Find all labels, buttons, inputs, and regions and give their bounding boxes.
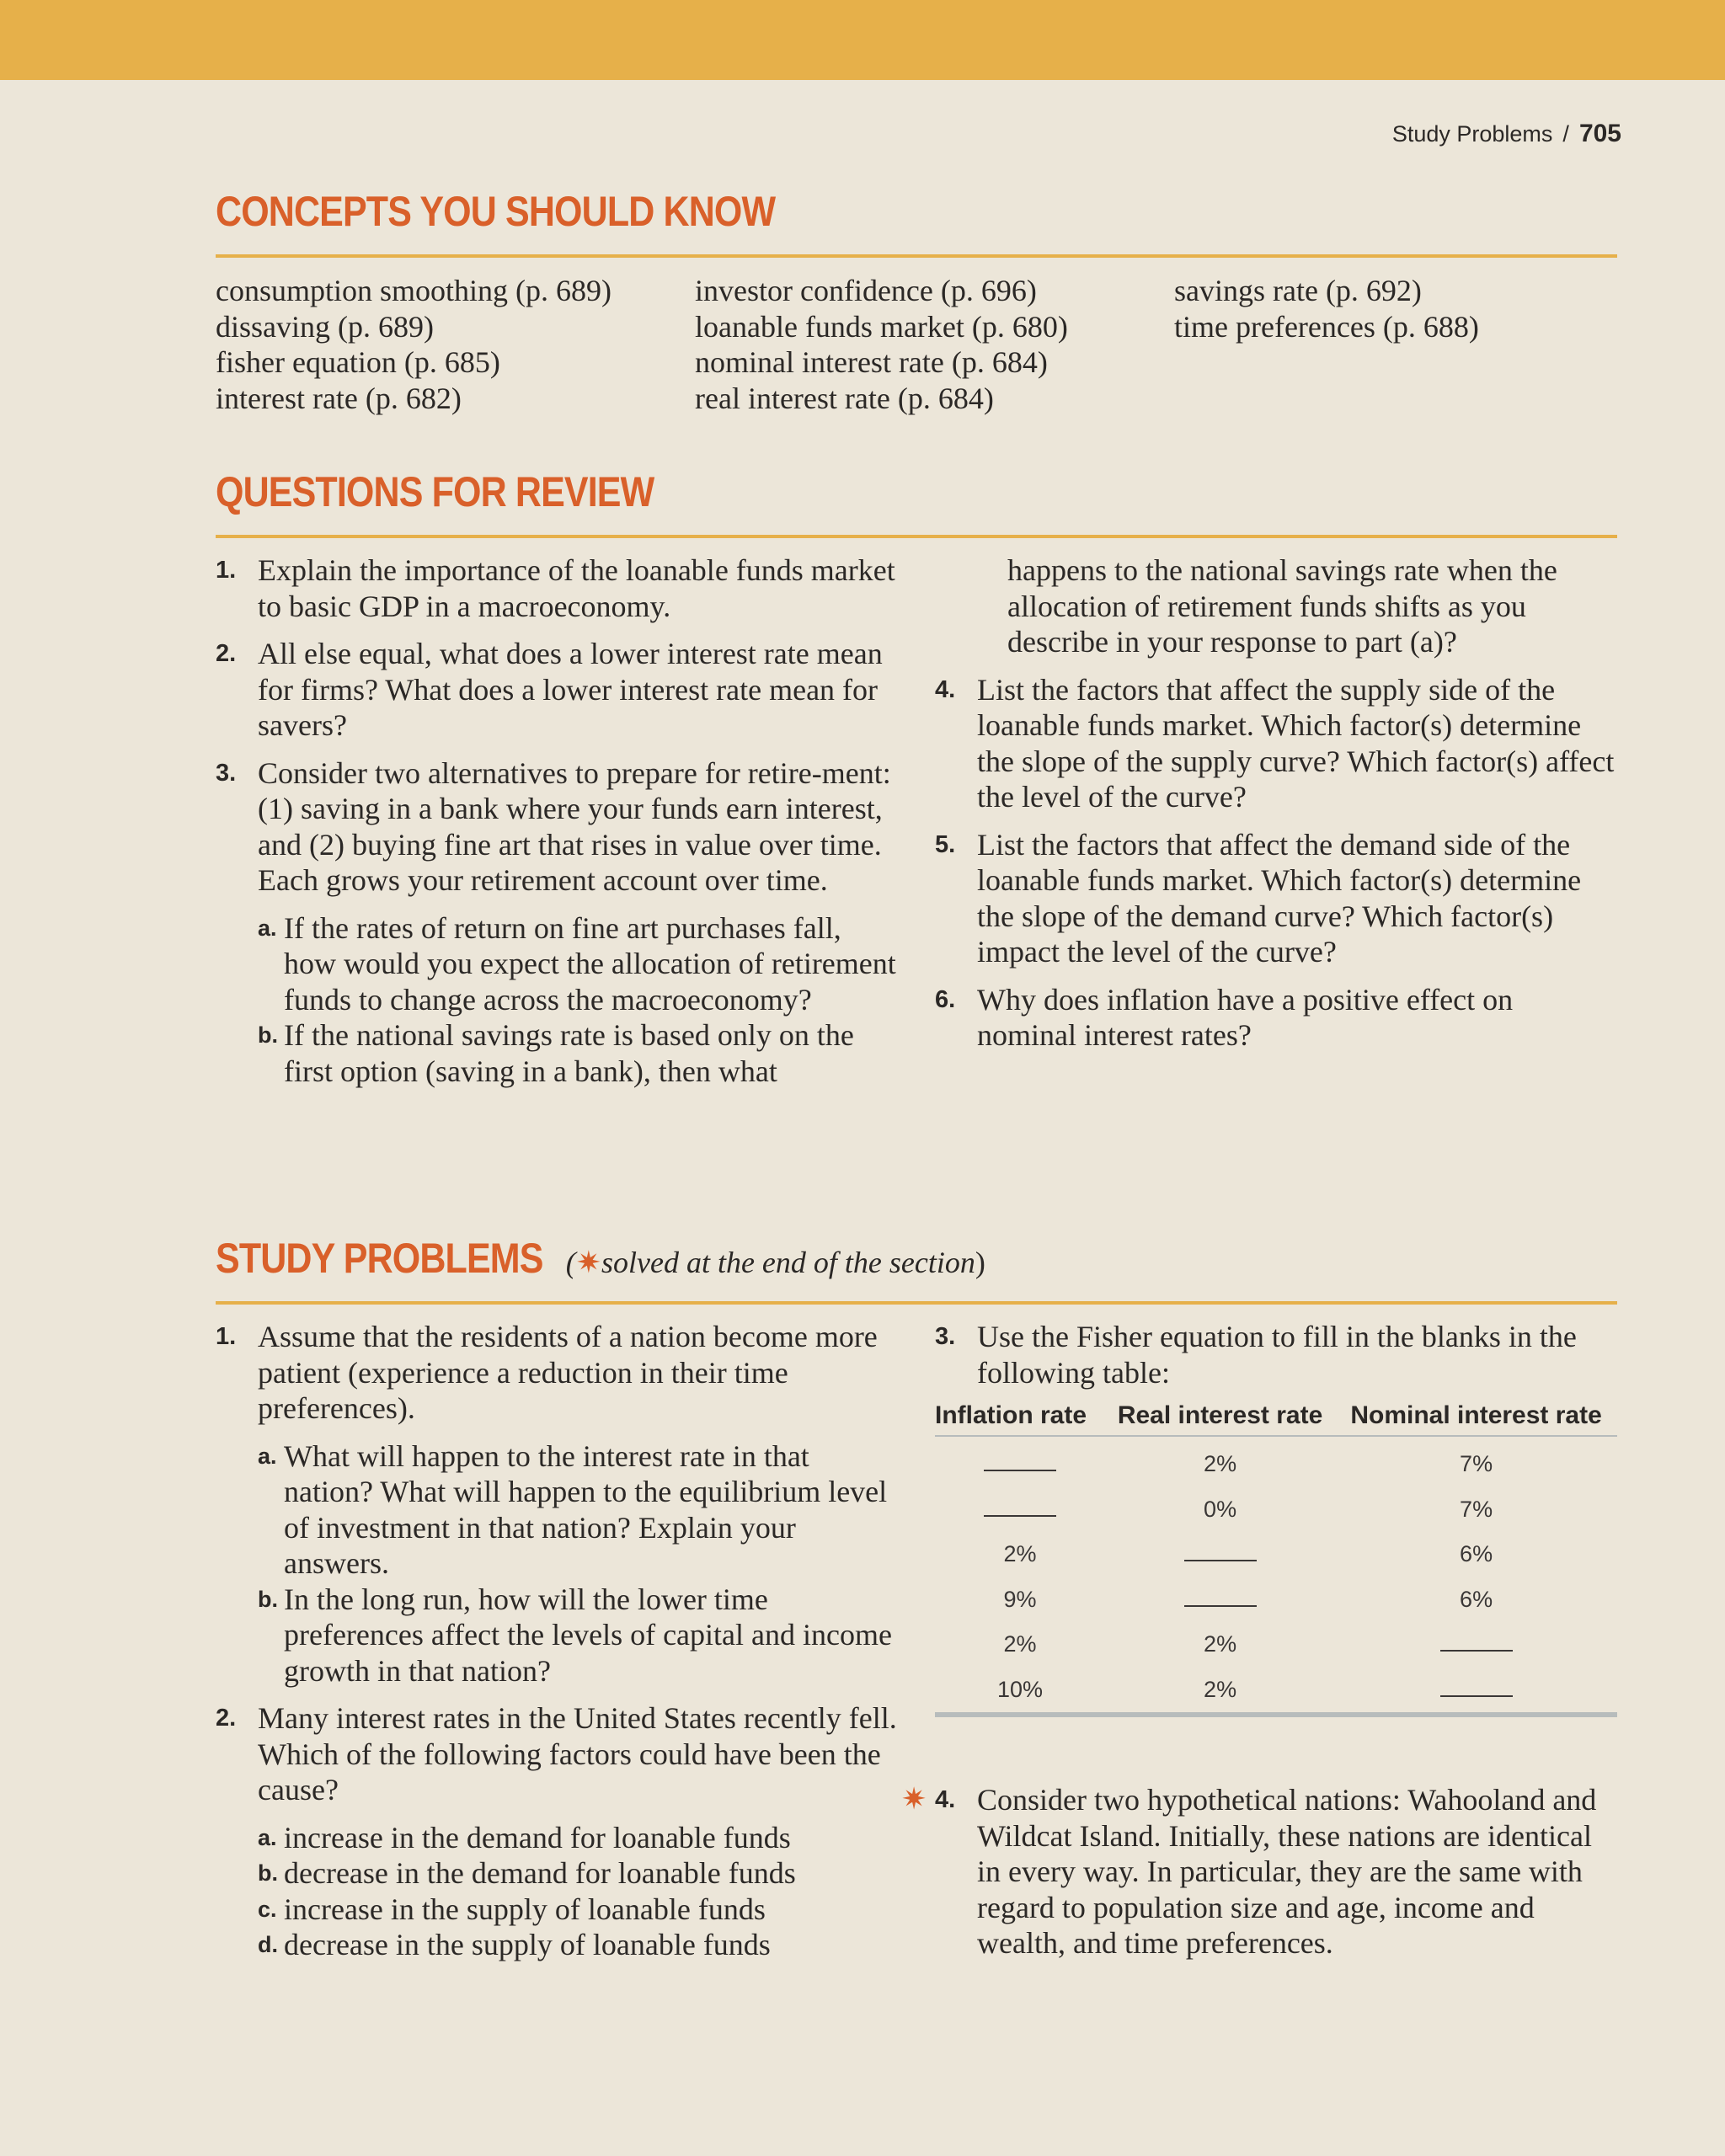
problem-text: Use the Fisher equation to fill in the blanks in the following table: (977, 1320, 1577, 1390)
concepts-heading (216, 187, 1617, 258)
question-text: List the factors that affect the supply side of the loanable funds market. Which factor(s) determine the slope of the supply curve? Which factor(s) affect the level of the curve? (977, 672, 1615, 814)
review-question-1 (216, 552, 898, 624)
page-number: 705 (1578, 120, 1621, 147)
blank-cell (1105, 1532, 1335, 1577)
sub-question-b-continued: happens to the national savings rate when the allocation of retirement funds shifts as you describe in your response to part (a)? (1007, 553, 1557, 659)
column-header: Nominal interest rate (1335, 1401, 1617, 1436)
concept-item: investor confidence (p. 696) (695, 274, 1037, 307)
problem-number: 2. (216, 1705, 237, 1732)
fill-in-blank (1184, 1541, 1257, 1561)
question-text: List the factors that affect the demand side of the loanable funds market. Which factor(s) determine the slope of the demand curve? Which factor(s) impact the level of the curve? (977, 827, 1582, 969)
review-heading (216, 467, 1617, 538)
running-head (1392, 120, 1621, 148)
choice-text: increase in the demand for loanable funds (284, 1820, 791, 1854)
choice-label: c. (258, 1896, 277, 1922)
concepts-column-1 (216, 273, 687, 416)
choice-text: decrease in the supply of loanable funds (284, 1928, 771, 1961)
concept-item: consumption smoothing (p. 689) (216, 274, 611, 307)
concept-item: savings rate (p. 692) (1174, 274, 1422, 307)
study-problem-3-text (935, 1319, 1617, 1390)
running-head-separator: / (1562, 121, 1569, 147)
sub-question-b (258, 1582, 898, 1689)
choice-label: b. (258, 1860, 278, 1886)
blank-cell (1335, 1668, 1617, 1716)
blank-cell (1105, 1577, 1335, 1623)
table-row (935, 1532, 1617, 1577)
review-question-5 (935, 827, 1617, 970)
choice-c (258, 1892, 898, 1928)
concept-item: loanable funds market (p. 680) (695, 309, 1068, 344)
concepts-title: CONCEPTS YOU SHOULD KNOW (216, 188, 776, 235)
table-row (935, 1668, 1617, 1716)
problem-number: 1. (216, 1323, 237, 1350)
column-header: Inflation rate (935, 1401, 1105, 1436)
note-text: solved at the end of the section (601, 1246, 975, 1279)
concepts-column-3 (1174, 273, 1595, 344)
table-cell: 2% (1204, 1451, 1237, 1477)
review-question-3 (216, 755, 898, 1090)
sub-question-text: What will happen to the interest rate in that nation? What will happen to the equilibrium level of investment in that nation? Explain your answers. (284, 1438, 888, 1580)
sub-question-text: If the rates of return on fine art purchases fall, how would you expect the allocation of retirement funds to change across the macroeconomy? (284, 910, 896, 1017)
fill-in-blank (1184, 1587, 1257, 1607)
fisher-table (935, 1401, 1617, 1717)
question-number: 1. (216, 557, 237, 584)
concept-item: interest rate (p. 682) (216, 381, 462, 415)
review-question-4 (935, 672, 1617, 815)
choice-b (258, 1855, 898, 1892)
question-text: Explain the importance of the loanable funds market to basic GDP in a macroeconomy. (258, 553, 895, 623)
table-cell: 10% (996, 1676, 1044, 1702)
question-number: 6. (935, 985, 956, 1013)
table-cell: 7% (1460, 1451, 1493, 1477)
concept-item: dissaving (p. 689) (216, 309, 434, 344)
table-cell: 7% (1460, 1496, 1493, 1522)
concept-item: nominal interest rate (p. 684) (695, 345, 1048, 379)
review-right-column (935, 552, 1617, 1065)
sub-question-label: b. (258, 1586, 278, 1612)
choice-label: d. (258, 1932, 278, 1957)
study-problem-4-text (901, 1782, 1617, 1961)
sub-question-b (258, 1017, 898, 1089)
question-number: 4. (935, 675, 956, 703)
question-text: Why does inflation have a positive effect on nominal interest rates? (977, 982, 1514, 1052)
column-header: Real interest rate (1105, 1401, 1335, 1436)
table-row (935, 1622, 1617, 1668)
table-row (935, 1577, 1617, 1623)
problem-text: Consider two hypothetical nations: Wahooland and Wildcat Island. Initially, these nations are identical in every way. In particular, they are the same with regard to population size and age, income and wealth, and time preferences. (977, 1783, 1597, 1960)
study-left-column (216, 1319, 898, 1975)
question-text: Consider two alternatives to prepare for retire-ment: (1) saving in a bank where your funds earn interest, and (2) buying fine art that rises in value over time. Each grows your retirement account over time. (258, 755, 891, 897)
concept-item: time preferences (p. 688) (1174, 309, 1479, 344)
table-row (935, 1436, 1617, 1487)
blank-cell (935, 1436, 1105, 1487)
question-number: 5. (935, 830, 956, 858)
sub-question-text: If the national savings rate is based only on the first option (saving in a bank), then what (284, 1018, 854, 1088)
question-number: 3. (216, 759, 237, 787)
concept-item: fisher equation (p. 685) (216, 345, 500, 379)
concept-item: real interest rate (p. 684) (695, 381, 994, 415)
blank-cell (935, 1487, 1105, 1533)
problem-number: 4. (935, 1786, 956, 1813)
question-text: All else equal, what does a lower interest rate mean for firms? What does a lower interest rate mean for savers? (258, 637, 883, 742)
choice-text: decrease in the demand for loanable funds (284, 1856, 796, 1890)
problem-text: Many interest rates in the United States recently fell. Which of the following factors could have been the cause? (258, 1701, 897, 1806)
table-cell: 6% (1460, 1541, 1493, 1567)
problem-text: Assume that the residents of a nation become more patient (experience a reduction in their time preferences). (258, 1320, 878, 1425)
review-title: QUESTIONS FOR REVIEW (216, 468, 654, 515)
solved-star-icon: ✷ (901, 1782, 927, 1817)
table-cell: 2% (1204, 1631, 1237, 1657)
choice-d (258, 1927, 898, 1963)
review-question-6 (935, 982, 1617, 1054)
review-left-column (216, 552, 898, 1101)
question-number: 2. (216, 640, 237, 667)
choice-text: increase in the supply of loanable funds (284, 1892, 766, 1926)
sub-question-text: In the long run, how will the lower time preferences affect the levels of capital and income growth in that nation? (284, 1582, 892, 1688)
table-cell: 9% (1003, 1586, 1037, 1612)
table-cell: 2% (1003, 1541, 1037, 1567)
study-problem-2 (216, 1700, 898, 1963)
table-cell: 6% (1460, 1586, 1493, 1612)
sub-question-label: a. (258, 915, 277, 941)
study-heading (216, 1234, 1617, 1305)
fill-in-blank (984, 1497, 1056, 1517)
choice-label: a. (258, 1824, 277, 1850)
table-row (935, 1487, 1617, 1533)
solved-star-icon: ✷ (575, 1246, 601, 1279)
top-color-band (0, 0, 1725, 80)
study-problem-1 (216, 1319, 898, 1689)
study-problem-4 (901, 1782, 1617, 1973)
note-close-paren: ) (975, 1246, 985, 1279)
table-cell: 2% (1003, 1631, 1037, 1657)
study-note (566, 1246, 985, 1279)
table-cell: 2% (1204, 1676, 1237, 1702)
note-open-paren: ( (565, 1246, 576, 1279)
blank-cell (1335, 1622, 1617, 1668)
concepts-column-2 (695, 273, 1167, 416)
choice-a (258, 1820, 898, 1856)
sub-question-label: a. (258, 1443, 277, 1469)
running-head-section: Study Problems (1391, 121, 1553, 147)
fill-in-blank (1440, 1677, 1513, 1697)
fill-in-blank (1440, 1631, 1513, 1652)
table-cell: 0% (1204, 1496, 1237, 1522)
problem-number: 3. (935, 1323, 956, 1350)
study-title: STUDY PROBLEMS (216, 1235, 543, 1282)
sub-question-label: b. (258, 1022, 278, 1048)
review-question-2 (216, 636, 898, 744)
fill-in-blank (984, 1451, 1056, 1471)
study-problem-3 (935, 1319, 1617, 1402)
table-header-row (935, 1401, 1617, 1436)
sub-question-a (258, 910, 898, 1018)
sub-question-a (258, 1438, 898, 1582)
